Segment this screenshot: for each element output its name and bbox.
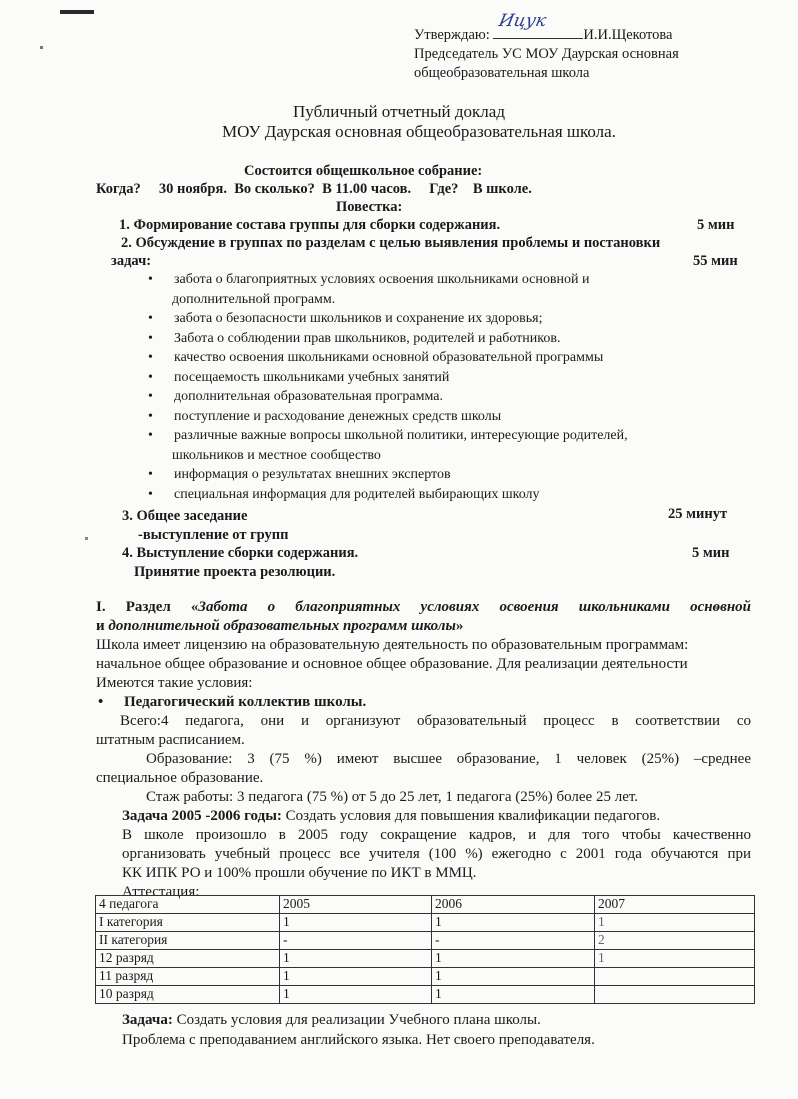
paragraph: начальное общее образование и основное общее образование. Для реализации деятельности xyxy=(96,656,688,672)
paragraph: специальное образование. xyxy=(96,770,264,786)
table-cell: 1 xyxy=(280,914,432,932)
agenda-item-4-time: 5 мин xyxy=(692,545,730,561)
list-item: • различные важные вопросы школьной политики, интересующие родителей, школьников и местное сообщество xyxy=(148,426,748,465)
table-cell: - xyxy=(432,932,595,950)
table-row xyxy=(96,986,755,1004)
agenda-item-2: 2. Обсуждение в группах по разделам с целью выявления проблемы и постановки xyxy=(121,235,661,251)
section-1-heading: I. Раздел «Забота о благоприятных условиях освоения школьниками основной xyxy=(96,599,751,615)
time-label: Во сколько? xyxy=(234,181,315,197)
section-1-heading-cont: и дополнительной образовательных программ школы» xyxy=(96,618,464,634)
task-2: Задача: Создать условия для реализации Учебного плана школы. xyxy=(122,1012,541,1028)
task-line: Задача 2005 -2006 годы: Создать условия для повышения квалификации педагогов. xyxy=(122,808,661,824)
table-cell: II категория xyxy=(96,932,280,950)
table-row xyxy=(96,914,755,932)
table-row xyxy=(96,932,755,950)
paragraph: Имеются такие условия: xyxy=(96,675,253,691)
where-value: В школе. xyxy=(472,181,532,197)
table-cell xyxy=(595,968,755,986)
table-cell: 1 xyxy=(280,968,432,986)
approval-position-1: Председатель УС МОУ Даурская основная xyxy=(414,46,679,62)
table-header-cell: 2007 xyxy=(595,896,755,914)
agenda-heading: Повестка: xyxy=(336,199,403,215)
agenda-topics-list xyxy=(148,270,748,504)
table-cell xyxy=(595,986,755,1004)
table-row xyxy=(96,950,755,968)
agenda-item-2-time: 55 мин xyxy=(693,253,738,269)
bullet-heading: • Педагогический коллектив школы. xyxy=(98,694,367,710)
paragraph: Стаж работы: 3 педагога (75 %) от 5 до 25 лет, 1 педагога (25%) более 25 лет. xyxy=(146,789,639,805)
signature-line xyxy=(493,11,583,39)
table-row xyxy=(96,968,755,986)
table-cell: 10 разряд xyxy=(96,986,280,1004)
table-cell: 1 xyxy=(432,986,595,1004)
table-cell: 1 xyxy=(432,914,595,932)
scan-mark xyxy=(40,46,43,49)
meeting-details xyxy=(96,181,532,198)
table-cell: 1 xyxy=(280,950,432,968)
table-cell: 1 xyxy=(595,914,755,932)
paragraph: КК ИПК РО и 100% прошли обучение по ИКТ в ММЦ. xyxy=(122,865,477,881)
list-item: • качество освоения школьниками основной образовательной программы xyxy=(148,348,748,368)
agenda-item-3: 3. Общее заседание xyxy=(122,508,248,524)
paragraph: штатным расписанием. xyxy=(96,732,245,748)
agenda-item-3-sub: -выступление от групп xyxy=(138,527,289,543)
approval-signer: И.И.Щекотова xyxy=(583,27,673,43)
table-cell: 1 xyxy=(595,950,755,968)
paragraph: организовать учебный процесс все учителя (100 %) ежегодно с 2001 года обучаются при xyxy=(122,846,751,862)
scan-mark xyxy=(85,537,88,540)
paragraph: Школа имеет лицензию на образовательную деятельность по образовательным программам: xyxy=(96,637,689,653)
time-value: В 11.00 часов. xyxy=(322,181,412,197)
agenda-item-4-sub: Принятие проекта резолюции. xyxy=(134,564,336,580)
report-title-line1: Публичный отчетный доклад xyxy=(293,102,505,121)
list-item: • информация о результатах внешних экспертов xyxy=(148,465,748,485)
list-item: • Забота о соблюдении прав школьников, родителей и работников. xyxy=(148,329,748,349)
list-item: • дополнительная образовательная программа. xyxy=(148,387,748,407)
approval-block xyxy=(414,11,679,83)
signature: Ицук xyxy=(497,11,549,31)
section-1 xyxy=(96,598,751,902)
approval-position-2: общеобразовательная школа xyxy=(414,65,590,81)
table-cell: 11 разряд xyxy=(96,968,280,986)
table-cell: 1 xyxy=(432,950,595,968)
problem-line: Проблема с преподаванием английского языка. Нет своего преподавателя. xyxy=(122,1032,595,1048)
scan-mark xyxy=(60,10,94,14)
where-label: Где? xyxy=(429,181,459,197)
agenda-item-3-time: 25 минут xyxy=(668,506,728,522)
report-title xyxy=(0,102,798,142)
list-item: • посещаемость школьниками учебных занятий xyxy=(148,368,748,388)
paragraph: В школе произошло в 2005 году сокращение кадров, и для того чтобы качественно xyxy=(122,827,751,843)
agenda-item-1-time: 5 мин xyxy=(697,217,735,233)
meeting-heading: Состоится общешкольное собрание: xyxy=(244,163,483,179)
list-item: • забота о безопасности школьников и сохранение их здоровья; xyxy=(148,309,748,329)
table-header-cell: 2006 xyxy=(432,896,595,914)
table-header-row xyxy=(96,896,755,914)
attestation-table xyxy=(95,895,755,1004)
table-cell: 1 xyxy=(432,968,595,986)
agenda-item-1: 1. Формирование состава группы для сборки содержания. xyxy=(119,217,501,233)
attestation-label: Аттестация: xyxy=(122,884,200,900)
when-label: Когда? xyxy=(96,181,141,197)
table-cell: I категория xyxy=(96,914,280,932)
table-cell: - xyxy=(280,932,432,950)
list-item: • забота о благоприятных условиях освоения школьниками основной и дополнительной программ. xyxy=(148,270,748,309)
table-cell: 2 xyxy=(595,932,755,950)
list-item: • поступление и расходование денежных средств школы xyxy=(148,407,748,427)
table-header-cell: 2005 xyxy=(280,896,432,914)
paragraph: Образование: 3 (75 %) имеют высшее образование, 1 человек (25%) –среднее xyxy=(146,751,751,767)
paragraph: Всего:4 педагога, они и организуют образовательный процесс в соответствии со xyxy=(120,713,751,729)
agenda-item-2-cont: задач: xyxy=(111,253,152,269)
agenda-item-4: 4. Выступление сборки содержания. xyxy=(122,545,359,561)
table-cell: 12 разряд xyxy=(96,950,280,968)
when-value: 30 ноября. xyxy=(158,181,227,197)
report-title-line2: МОУ Даурская основная общеобразовательная школа. xyxy=(222,122,616,141)
approval-label: Утверждаю: xyxy=(414,27,490,43)
table-cell: 1 xyxy=(280,986,432,1004)
table-header-cell: 4 педагога xyxy=(96,896,280,914)
list-item: • специальная информация для родителей выбирающих школу xyxy=(148,485,748,505)
